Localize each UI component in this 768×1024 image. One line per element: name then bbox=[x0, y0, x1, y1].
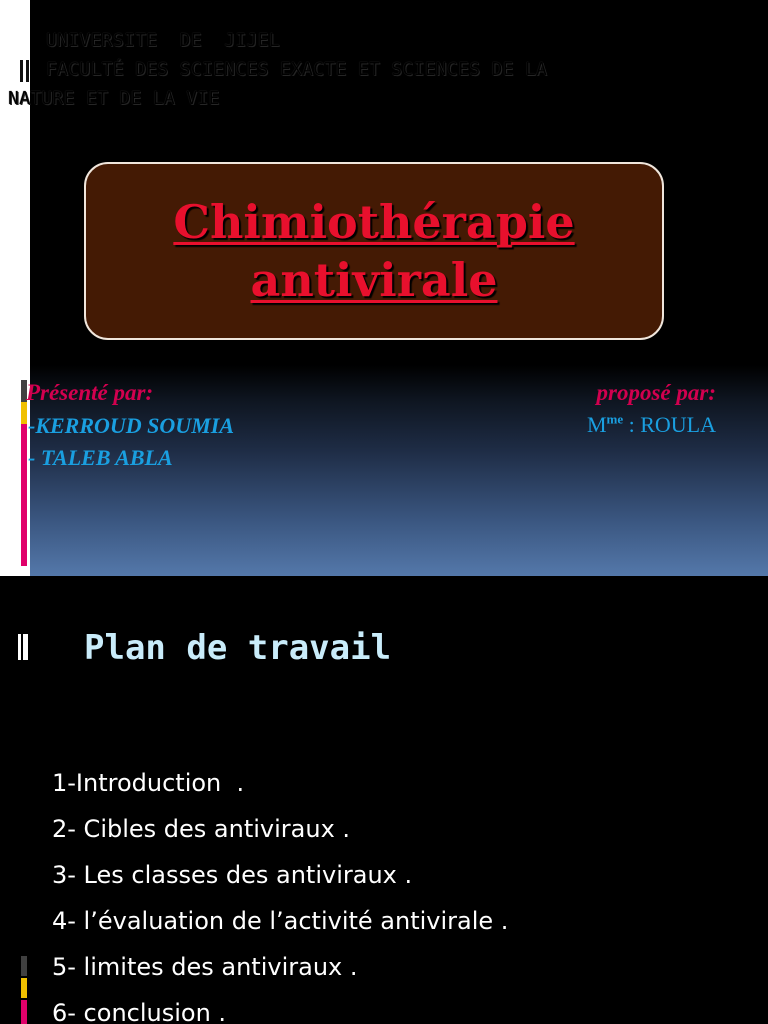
presenter-name: -KERROUD SOUMIA bbox=[28, 413, 234, 438]
list-item: 3- Les classes des antiviraux . bbox=[52, 861, 413, 889]
outline-slide bbox=[0, 576, 768, 1024]
supervisor-prefix: M bbox=[586, 412, 607, 437]
supervisor-surname: : ROULA bbox=[623, 412, 716, 437]
accent-bar bbox=[21, 1000, 27, 1024]
supervisor-superscript: me bbox=[606, 411, 624, 427]
outline-heading: Plan de travail bbox=[84, 628, 392, 668]
proposed-by-label: proposé par: bbox=[596, 380, 716, 405]
faculty-name-line1: FACULTÉ DES SCIENCES EXACTE ET SCIENCES DE LA bbox=[46, 59, 548, 80]
faculty-name-line2: NATURE ET DE LA VIE bbox=[8, 88, 220, 109]
supervisor-name bbox=[587, 412, 716, 438]
presented-by-label: Présenté par: bbox=[26, 380, 154, 405]
university-header bbox=[8, 26, 642, 113]
list-item: 2- Cibles des antiviraux . bbox=[52, 815, 351, 843]
list-item: 4- l’évaluation de l’activité antivirale . bbox=[52, 907, 509, 935]
accent-bar bbox=[21, 978, 27, 998]
bullet-marker bbox=[18, 634, 28, 660]
university-name: UNIVERSITE DE JIJEL bbox=[46, 30, 280, 51]
list-item: 1-Introduction . bbox=[52, 769, 245, 797]
accent-bar bbox=[21, 956, 27, 976]
title-line2: antivirale bbox=[250, 253, 498, 307]
list-item: 5- limites des antiviraux . bbox=[52, 953, 358, 981]
accent-bar bbox=[21, 424, 27, 566]
title-box bbox=[84, 162, 664, 340]
title-line1: Chimiothérapie bbox=[173, 195, 575, 249]
presenter-name: - TALEB ABLA bbox=[28, 445, 173, 470]
list-item: 6- conclusion . bbox=[52, 999, 227, 1024]
outline-list bbox=[52, 766, 508, 1024]
